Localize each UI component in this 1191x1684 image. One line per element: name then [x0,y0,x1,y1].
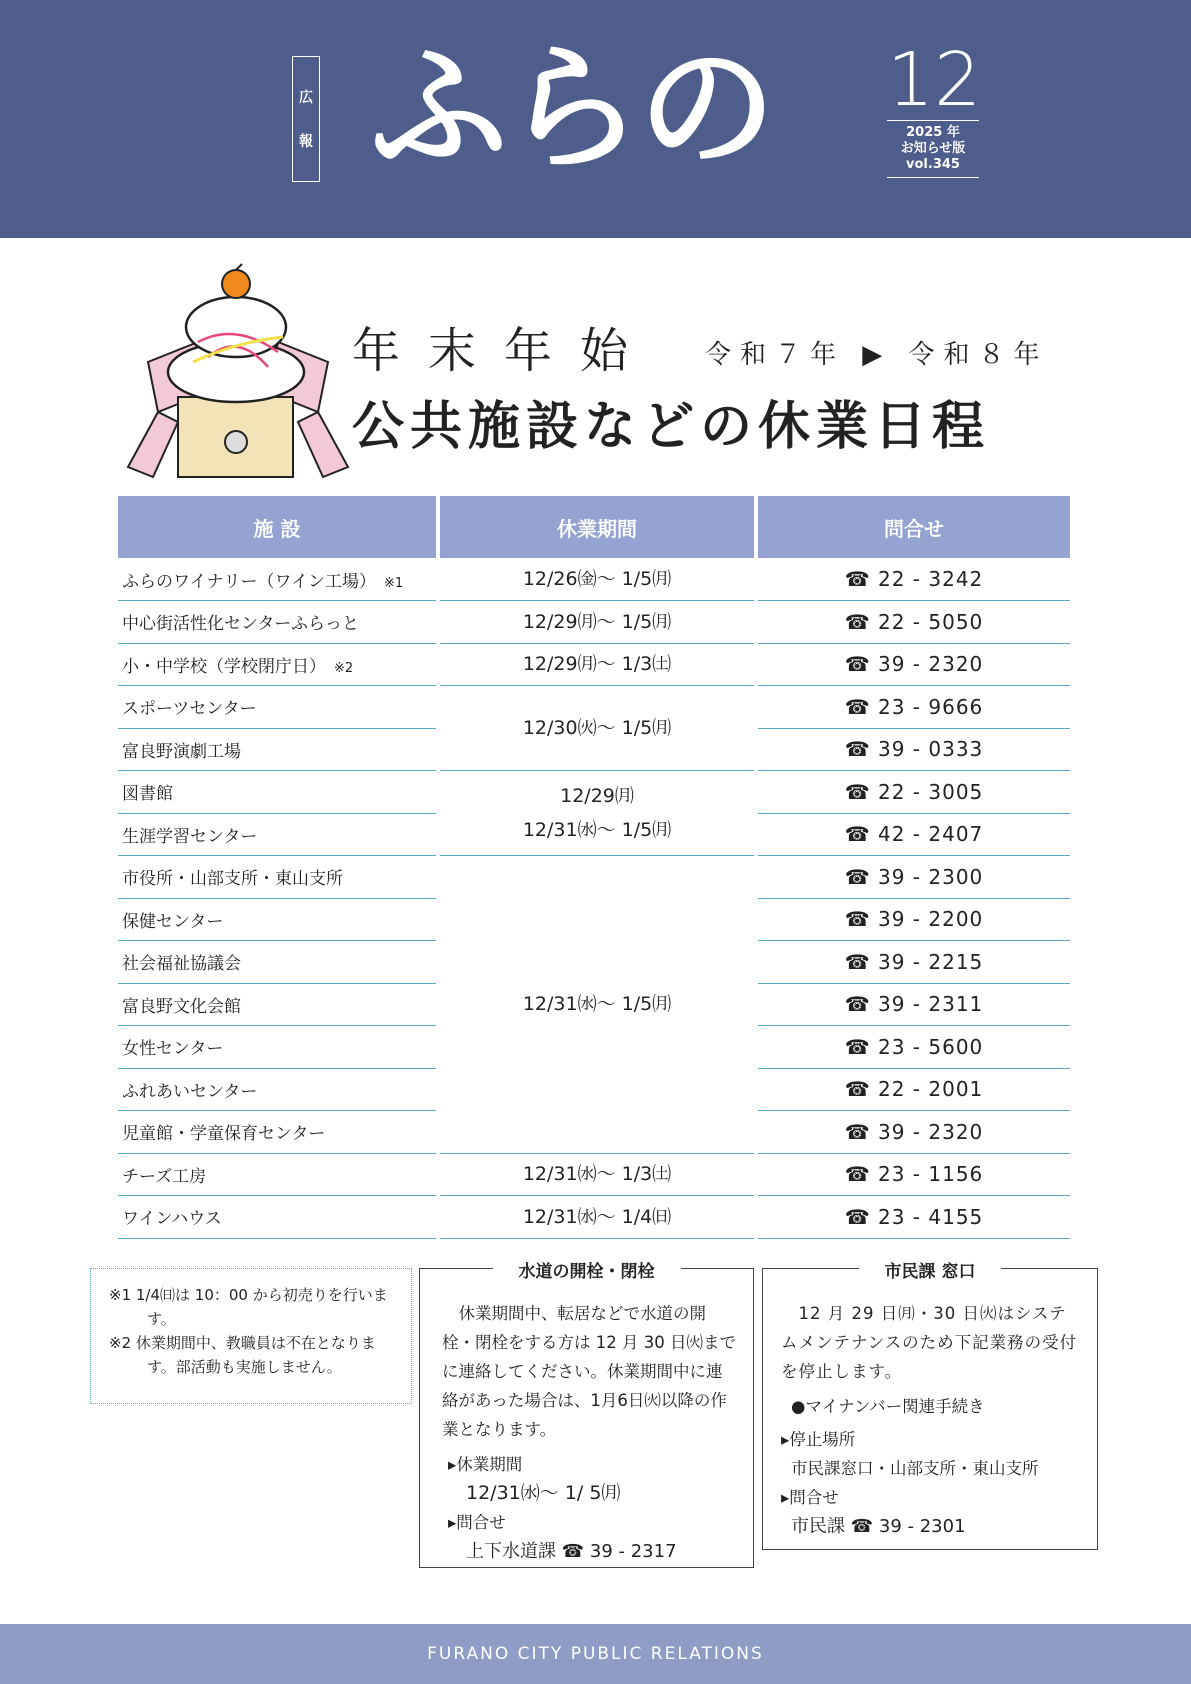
period-text: 12/31㈬～ 1/5㈪ [522,819,672,841]
phone-number: 39 - 2320 [878,1119,984,1144]
facility-cell [118,771,438,814]
page-title: 公共施設などの休業日程 [352,397,991,457]
facility-cell [118,643,438,686]
contact-cell [756,771,1070,814]
phone-number: 42 - 2407 [878,822,984,847]
contact-cell [756,728,1070,771]
facility-name: チーズ工房 [122,1166,207,1187]
facility-name: 市役所・山部支所・東山支所 [122,869,343,890]
water-contact: 上下水道課 ☎ 39 - 2317 [466,1541,677,1562]
facility-cell [118,1153,438,1196]
issue-info [887,37,982,178]
period-text: 12/31㈬～ 1/5㈪ [522,993,672,1016]
phone-icon: ☎ [844,779,871,804]
facility-name: 富良野演劇工場 [122,741,241,762]
phone-icon: ☎ [844,1034,871,1059]
title-year-end: 年末年始 [352,323,657,379]
phone-icon: ☎ [844,949,871,974]
facility-name: 児童館・学童保育センター [122,1124,326,1145]
period-text: 12/29㈪～ 1/5㈪ [522,610,672,633]
masthead [0,0,1191,238]
water-title: 水道の開栓・閉栓 [493,1262,681,1282]
phone-number: 22 - 3242 [878,567,984,591]
phone-number: 22 - 5050 [878,609,984,634]
citizen-place-label: ▸停止場所 [781,1430,856,1449]
period-text: 12/29㈪～ 1/3㈯ [522,653,672,676]
phone-number: 23 - 5600 [878,1034,984,1059]
facility-name: ふらのワイナリー（ワイン工場） [122,571,376,592]
contact-cell [756,686,1070,729]
citizen-place: 市民課窓口・山部支所・東山支所 [791,1459,1039,1478]
contact-cell [756,643,1070,686]
contact-cell [756,1153,1070,1196]
furano-logo: ふらの [370,28,773,189]
table-row [118,686,1070,729]
period-cell [438,1196,756,1239]
facility-name: 女性センター [122,1039,224,1060]
phone-icon: ☎ [844,694,871,719]
table-row [118,1196,1070,1239]
kagami-mochi-illustration [118,262,358,487]
phone-number: 23 - 9666 [878,694,984,719]
period-text: 12/31㈬～ 1/4㈰ [522,1205,672,1228]
contact-cell [756,856,1070,899]
facility-name: 中心街活性化センターふらっと [122,614,359,635]
phone-icon: ☎ [844,907,871,932]
facility-cell [118,856,438,899]
facility-cell [118,728,438,771]
period-text: 12/31㈬～ 1/3㈯ [522,1163,672,1186]
facility-cell [118,898,438,941]
facility-name: スポーツセンター [122,699,257,720]
contact-cell [756,1196,1070,1239]
phone-number: 39 - 2311 [878,992,984,1017]
facility-cell [118,813,438,856]
contact-cell [756,941,1070,984]
phone-icon: ☎ [844,609,871,634]
citizen-contact-label: ▸問合せ [781,1488,839,1507]
period-cell [438,601,756,644]
closure-schedule-table [118,496,1070,1239]
facility-cell [118,941,438,984]
header-period: 休業期間 [438,496,756,558]
header-contact: 問合せ [756,496,1070,558]
period-cell [438,643,756,686]
facility-cell [118,601,438,644]
period-text: 12/29㈪ [560,785,634,807]
water-box [419,1262,754,1568]
table-row [118,771,1070,814]
footnotes [90,1268,412,1404]
phone-icon: ☎ [844,567,871,591]
issue-number: 12 [887,37,982,123]
kouho-char: 広 [299,90,313,106]
facility-name: 保健センター [122,911,224,932]
phone-icon: ☎ [844,652,871,677]
facility-name: 生涯学習センター [122,826,258,847]
period-text: 12/26㈮～ 1/5㈪ [522,568,672,590]
facility-cell [118,983,438,1026]
water-contact-label: ▸問合せ [448,1513,506,1532]
facility-name: 小・中学校（学校閉庁日） [122,656,326,677]
phone-number: 39 - 2300 [878,864,984,889]
facility-note: ※1 [383,575,404,591]
facility-name: 富良野文化会館 [122,996,241,1017]
facility-name: 図書館 [122,784,173,805]
era-range: 令和７年 ▶ 令和８年 [705,340,1049,370]
contact-cell [756,601,1070,644]
citizen-item: ●マイナンバー関連手続き [791,1397,985,1416]
issue-edition: お知らせ版 [900,141,966,156]
phone-icon: ☎ [844,737,871,762]
contact-cell [756,1068,1070,1111]
contact-cell [756,898,1070,941]
phone-icon: ☎ [844,1204,871,1229]
phone-number: 39 - 2215 [878,949,984,974]
table-row [118,856,1070,899]
period-text: 12/30㈫～ 1/5㈪ [522,717,672,739]
header-facility: 施 設 [118,496,438,558]
phone-number: 23 - 1156 [878,1162,984,1187]
facility-cell [118,558,438,601]
contact-cell [756,1111,1070,1154]
period-cell [438,1153,756,1196]
table-row [118,601,1070,644]
contact-cell [756,1026,1070,1069]
facility-name: ワインハウス [122,1209,222,1230]
footnote: ※2 休業期間中、教職員は不在となります。部活動も実施しません。 [109,1334,376,1376]
phone-number: 22 - 2001 [878,1077,984,1102]
issue-volume: vol.345 [906,157,960,172]
facility-cell [118,686,438,729]
phone-icon: ☎ [844,1119,871,1144]
citizen-contact: 市民課 ☎ 39 - 2301 [791,1516,966,1537]
water-body: 休業期間中、転居などで水道の開栓・閉栓をする方は 12 月 30 日㈫までに連絡してください。休業期間中に連絡があった場合は、1月6日㈫以降の作業となります。 [442,1304,736,1439]
footnote: ※1 1/4㈰は 10：00 から初売りを行います。 [109,1286,388,1328]
facility-note: ※2 [334,660,354,676]
citizen-title: 市民課 窓口 [859,1262,1002,1282]
water-period: 12/31㈬～ 1/ 5㈪ [466,1482,621,1504]
facility-cell [118,1068,438,1111]
citizen-body: 12 月 29 日㈪・30 日㈫はシステムメンテナンスのため下記業務の受付を停止します。 [781,1304,1078,1381]
facility-cell [118,1026,438,1069]
facility-name: ふれあいセンター [122,1081,258,1102]
kouho-label [292,56,320,182]
contact-cell [756,983,1070,1026]
table-row [118,643,1070,686]
phone-number: 39 - 2200 [878,907,984,932]
phone-icon: ☎ [844,1077,871,1102]
contact-cell [756,813,1070,856]
footer: FURANO CITY PUBLIC RELATIONS [0,1624,1191,1684]
kouho-char: 報 [299,134,313,150]
citizen-box [762,1262,1098,1550]
facility-cell [118,1111,438,1154]
table-row [118,1153,1070,1196]
issue-year: 2025 年 [906,125,960,140]
period-cell [438,856,756,1154]
issue-meta [887,121,979,178]
water-period-label: ▸休業期間 [448,1455,523,1474]
phone-number: 39 - 0333 [878,737,984,762]
phone-icon: ☎ [844,992,871,1017]
facility-cell [118,1196,438,1239]
phone-icon: ☎ [844,822,871,847]
phone-number: 23 - 4155 [878,1204,984,1229]
period-cell [438,771,756,856]
phone-number: 22 - 3005 [878,779,984,804]
phone-icon: ☎ [844,864,871,889]
period-cell [438,686,756,771]
phone-number: 39 - 2320 [878,652,984,677]
phone-icon: ☎ [844,1162,871,1187]
table-row [118,558,1070,601]
contact-cell [756,558,1070,601]
period-cell [438,558,756,601]
facility-name: 社会福祉協議会 [122,954,241,975]
